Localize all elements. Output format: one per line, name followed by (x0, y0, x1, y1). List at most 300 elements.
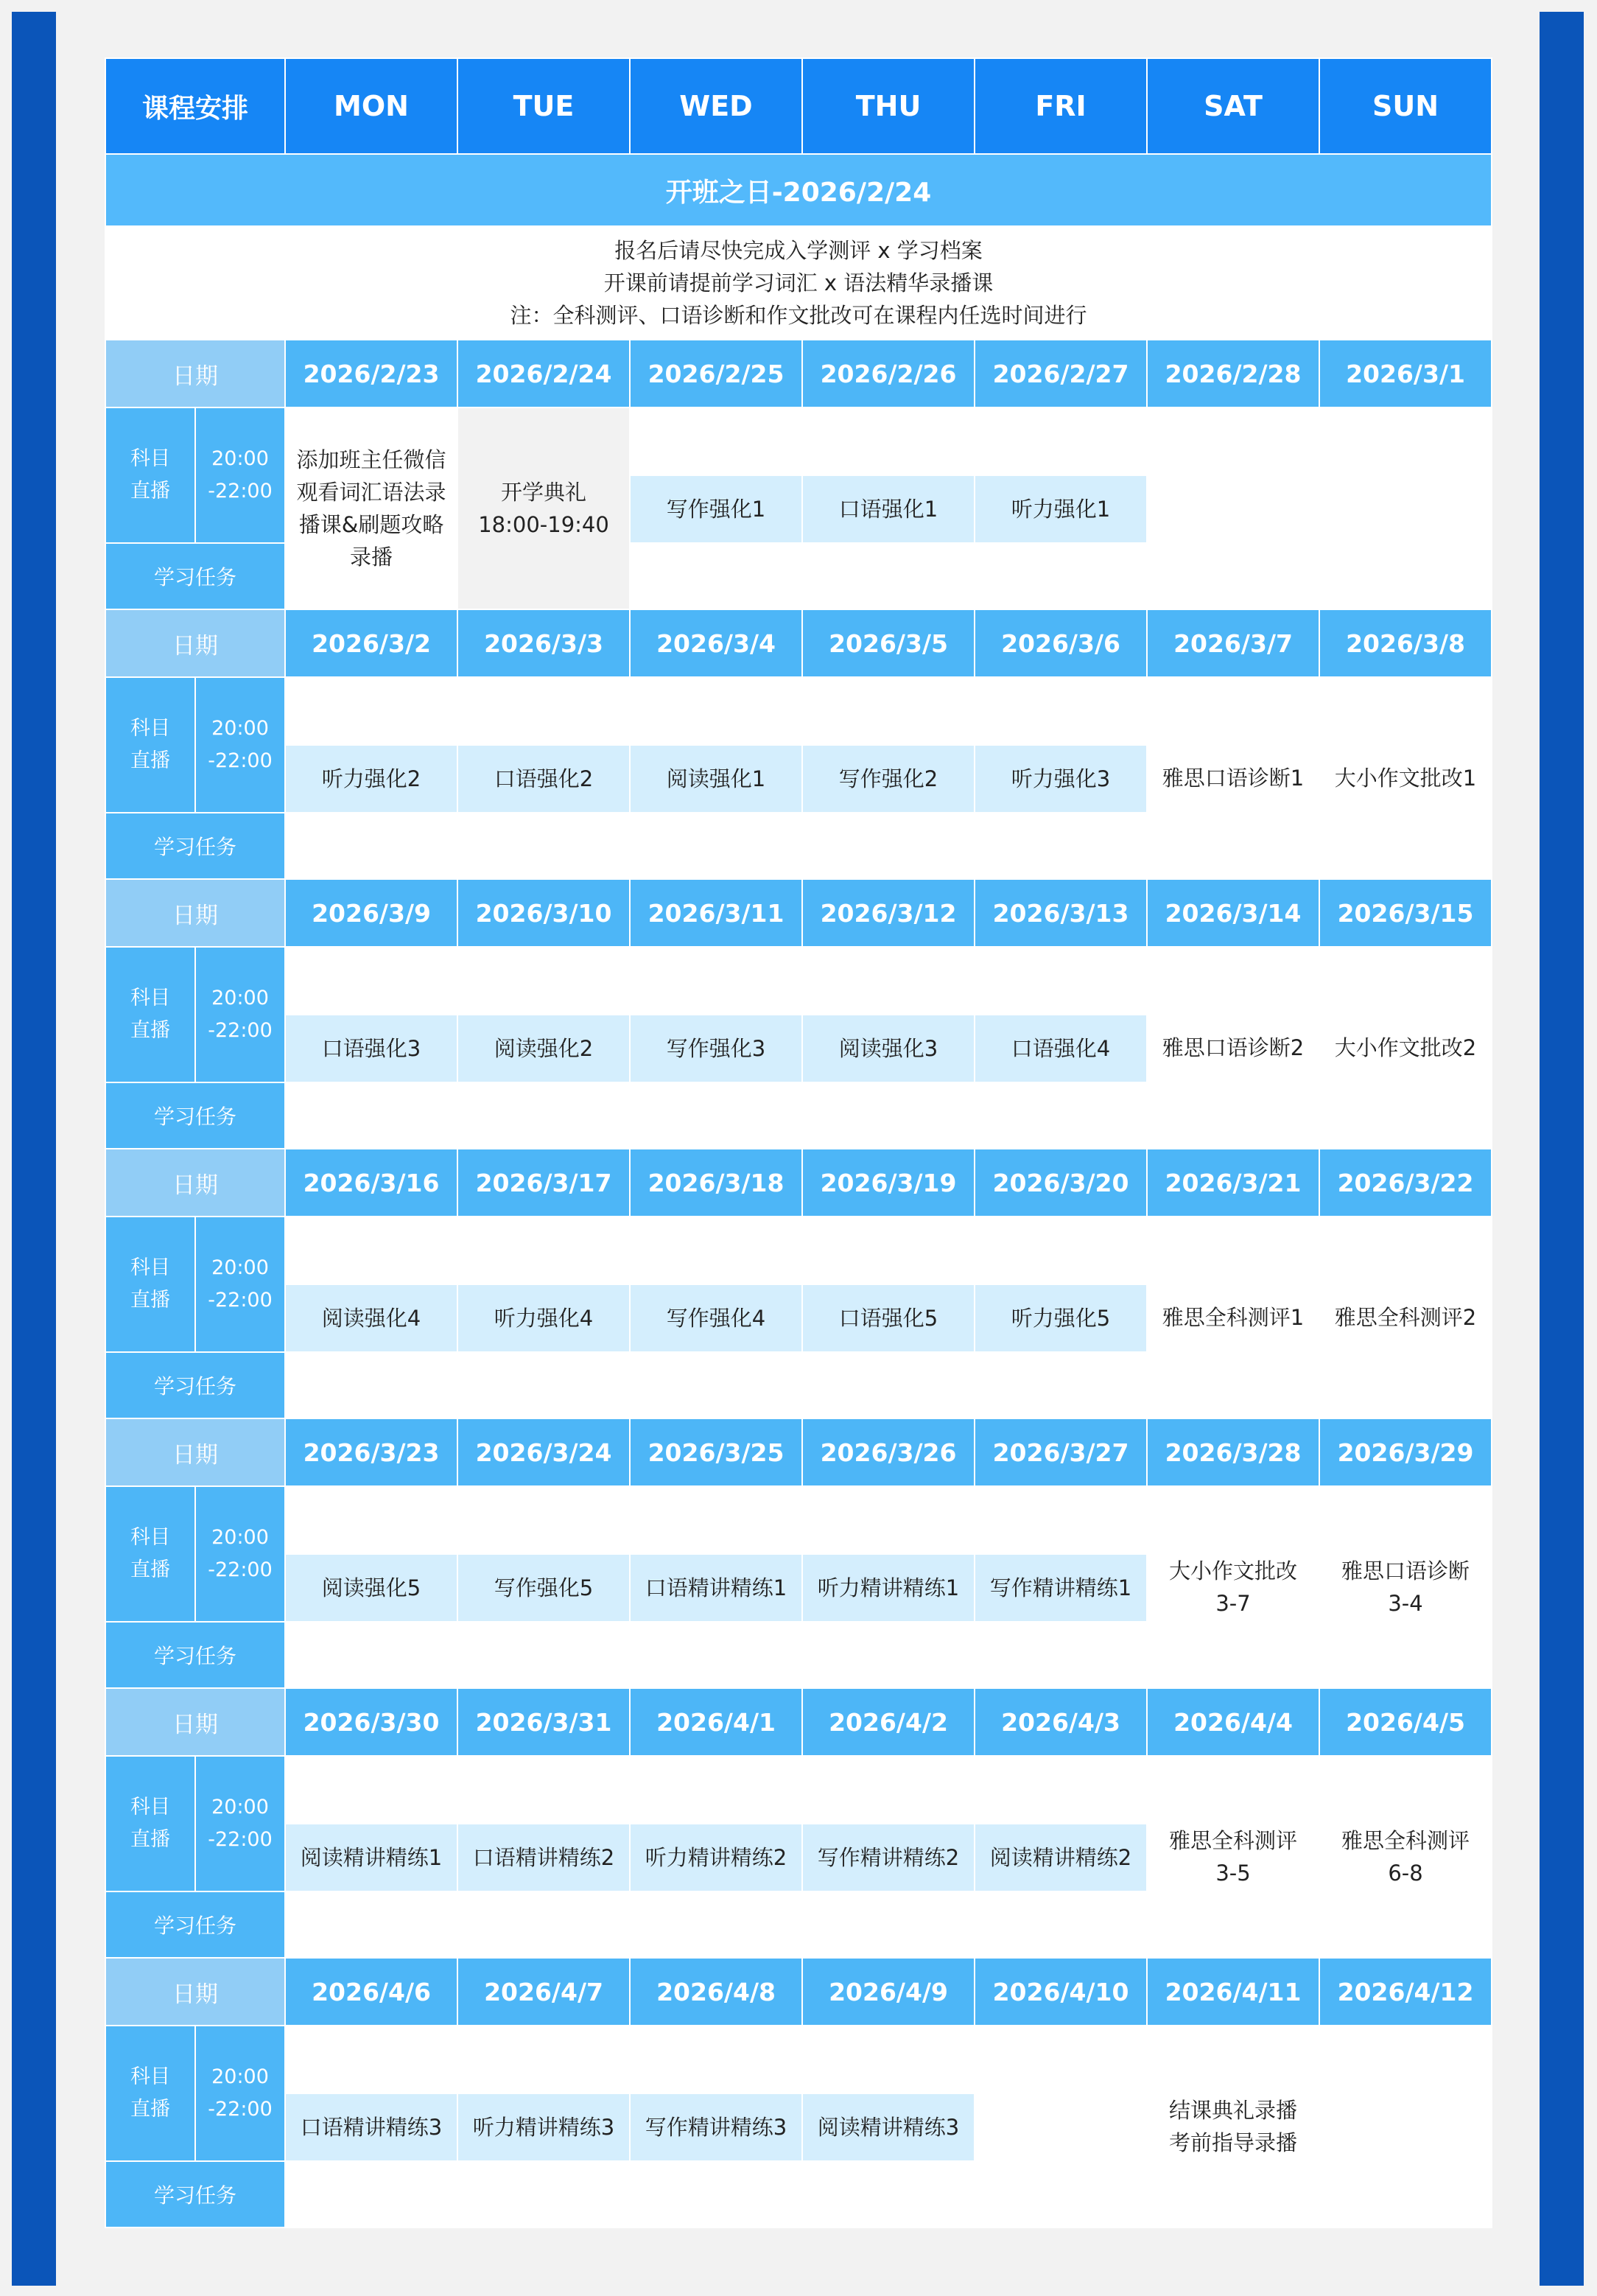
schedule-empty-sun (1319, 2026, 1492, 2227)
schedule-cell-top-wed (630, 1756, 802, 1824)
session-text-line: 大小作文批改 (1169, 1558, 1298, 1583)
date-row-label: 日期 (105, 609, 285, 677)
live-time-label (195, 677, 285, 813)
date-cell-sat: 2026/3/14 (1147, 879, 1319, 947)
subject-label-line: 科目 (130, 2065, 170, 2088)
date-row-label: 日期 (105, 340, 285, 407)
session-text-line: 听力强化1 (1011, 497, 1111, 522)
session-text-line: 雅思口语诊断1 (1162, 766, 1305, 791)
session-text-line: 写作强化1 (666, 497, 766, 522)
schedule-cell-top-mon (285, 947, 457, 1015)
session-text-line: 阅读精讲精练3 (817, 2115, 960, 2140)
schedule-cell-top-thu (802, 1756, 975, 1824)
schedule-cell-top-mon (285, 1486, 457, 1554)
schedule-cell-bottom-thu (802, 1891, 975, 1958)
session-text-line: 雅思口语诊断2 (1162, 1035, 1305, 1060)
session-text-line: 大小作文批改1 (1334, 766, 1477, 791)
date-cell-tue: 2026/3/10 (457, 879, 630, 947)
time-label-line: 20:00 (211, 1256, 269, 1279)
schedule-session-wed (630, 1284, 802, 1352)
date-row-label: 日期 (105, 879, 285, 947)
study-task-label: 学习任务 (105, 1891, 285, 1958)
date-cell-fri: 2026/3/27 (975, 1418, 1147, 1486)
live-row (105, 2026, 1492, 2093)
time-label-line: 20:00 (211, 1526, 269, 1549)
subject-label-line: 直播 (130, 1558, 170, 1581)
schedule-session-mon (285, 1015, 457, 1082)
schedule-session-wed (630, 1015, 802, 1082)
session-text-line: 6-8 (1388, 1861, 1423, 1886)
schedule-session-sat (1147, 1756, 1319, 1958)
date-cell-sun: 2026/3/1 (1319, 340, 1492, 407)
schedule-cell-bottom-fri (975, 1622, 1147, 1688)
session-text-line: 听力强化2 (321, 766, 421, 791)
time-label-line: -22:00 (208, 480, 273, 503)
live-row (105, 1756, 1492, 1824)
schedule-cell-top-tue (457, 1756, 630, 1824)
live-time-label (195, 1217, 285, 1352)
session-text-line: 阅读精讲精练1 (300, 1845, 443, 1870)
schedule-cell-top-tue (457, 1486, 630, 1554)
schedule-cell-bottom-tue (457, 1891, 630, 1958)
date-cell-wed: 2026/3/11 (630, 879, 802, 947)
schedule-session-thu (802, 745, 975, 813)
schedule-session-sun (1319, 1486, 1492, 1688)
date-cell-mon: 2026/3/2 (285, 609, 457, 677)
session-text-line: 口语精讲精练3 (300, 2115, 443, 2140)
date-cell-sun: 2026/4/12 (1319, 1958, 1492, 2026)
schedule-cell-top-fri (975, 677, 1147, 745)
time-label-line: -22:00 (208, 1558, 273, 1581)
session-text-line: 写作强化5 (494, 1575, 594, 1600)
schedule-session-mon (285, 1824, 457, 1891)
date-cell-wed: 2026/3/18 (630, 1149, 802, 1217)
schedule-session-mon (285, 1284, 457, 1352)
schedule-cell-bottom-wed (630, 543, 802, 609)
schedule-cell-bottom-thu (802, 1352, 975, 1418)
schedule-cell-bottom-fri (975, 543, 1147, 609)
live-time-label (195, 407, 285, 543)
schedule-cell-bottom-tue (457, 1622, 630, 1688)
time-label-line: 20:00 (211, 987, 269, 1009)
session-text-line: 播课&刷题攻略 (298, 512, 444, 537)
day-header-wed: WED (630, 58, 802, 154)
date-cell-mon: 2026/3/30 (285, 1688, 457, 1756)
schedule-empty-fri (975, 2026, 1147, 2227)
schedule-cell-top-wed (630, 947, 802, 1015)
schedule-session-thu (802, 1015, 975, 1082)
schedule-cell-top-thu (802, 1486, 975, 1554)
session-text-line: 3-7 (1215, 1591, 1251, 1616)
date-cell-fri: 2026/4/3 (975, 1688, 1147, 1756)
schedule-session-thu (802, 1284, 975, 1352)
date-row (105, 609, 1492, 677)
schedule-cell-bottom-mon (285, 1082, 457, 1149)
session-text-line: 开学典礼 (501, 480, 587, 505)
day-header-fri: FRI (975, 58, 1147, 154)
schedule-session-thu (802, 1554, 975, 1622)
schedule-session-wed (630, 2093, 802, 2161)
date-cell-mon: 2026/2/23 (285, 340, 457, 407)
schedule-session-fri (975, 745, 1147, 813)
schedule-cell-bottom-mon (285, 2161, 457, 2227)
schedule-session-wed (630, 745, 802, 813)
schedule-cell-bottom-mon (285, 1352, 457, 1418)
subject-label-line: 科目 (130, 987, 170, 1009)
schedule-session-fri (975, 475, 1147, 543)
time-label-line: 20:00 (211, 1796, 269, 1819)
date-cell-sun: 2026/4/5 (1319, 1688, 1492, 1756)
subject-live-label (105, 1486, 195, 1622)
schedule-cell-bottom-thu (802, 813, 975, 879)
schedule-cell-bottom-thu (802, 1622, 975, 1688)
subject-live-label (105, 1217, 195, 1352)
schedule-cell-top-fri (975, 1486, 1147, 1554)
session-text-line: 写作强化4 (666, 1306, 766, 1331)
schedule-cell-bottom-tue (457, 1082, 630, 1149)
session-text-line: 雅思口语诊断 (1341, 1558, 1470, 1583)
date-cell-tue: 2026/3/31 (457, 1688, 630, 1756)
session-text-line: 口语精讲精练2 (472, 1845, 615, 1870)
date-cell-tue: 2026/3/17 (457, 1149, 630, 1217)
banner-row (105, 154, 1492, 226)
subject-label-line: 直播 (130, 1289, 170, 1312)
session-text-line: 口语强化4 (1011, 1036, 1111, 1061)
schedule-session-tue (457, 407, 630, 609)
schedule-cell-top-tue (457, 677, 630, 745)
subject-label-line: 科目 (130, 447, 170, 470)
live-row (105, 677, 1492, 745)
schedule-cell-top-mon (285, 1756, 457, 1824)
date-row-label: 日期 (105, 1149, 285, 1217)
schedule-session-mon (285, 407, 457, 609)
schedule-session-tue (457, 1824, 630, 1891)
subject-live-label (105, 947, 195, 1082)
session-text-line: 口语强化3 (321, 1036, 421, 1061)
session-text-line: 口语精讲精练1 (645, 1575, 787, 1600)
subject-label-line: 直播 (130, 480, 170, 503)
time-label-line: -22:00 (208, 1019, 273, 1042)
subject-label-line: 直播 (130, 1828, 170, 1851)
schedule-cell-bottom-wed (630, 1891, 802, 1958)
schedule-session-wed (630, 1554, 802, 1622)
live-row (105, 1486, 1492, 1554)
date-cell-sun: 2026/3/22 (1319, 1149, 1492, 1217)
schedule-cell-bottom-mon (285, 813, 457, 879)
session-text-line: 3-5 (1215, 1861, 1251, 1886)
subject-label-line: 直播 (130, 1019, 170, 1042)
session-text-line: 阅读强化2 (494, 1036, 594, 1061)
date-cell-fri: 2026/2/27 (975, 340, 1147, 407)
schedule-session-tue (457, 1015, 630, 1082)
schedule-cell-top-thu (802, 407, 975, 475)
date-row (105, 1418, 1492, 1486)
date-row (105, 879, 1492, 947)
schedule-cell-bottom-mon (285, 1891, 457, 1958)
date-cell-wed: 2026/3/25 (630, 1418, 802, 1486)
right-border-bar (1540, 12, 1584, 2286)
schedule-cell-bottom-tue (457, 1352, 630, 1418)
date-cell-sat: 2026/4/11 (1147, 1958, 1319, 2026)
schedule-cell-bottom-wed (630, 2161, 802, 2227)
subject-live-label (105, 677, 195, 813)
schedule-cell-top-fri (975, 947, 1147, 1015)
session-text-line: 阅读精讲精练2 (989, 1845, 1132, 1870)
date-cell-sat: 2026/4/4 (1147, 1688, 1319, 1756)
date-cell-thu: 2026/3/19 (802, 1149, 975, 1217)
subject-label-line: 科目 (130, 1526, 170, 1549)
schedule-cell-bottom-thu (802, 2161, 975, 2227)
date-row-label: 日期 (105, 1418, 285, 1486)
session-text-line: 雅思全科测评 (1341, 1828, 1470, 1853)
time-label-line: -22:00 (208, 749, 273, 772)
schedule-cell-top-fri (975, 1217, 1147, 1284)
date-cell-fri: 2026/3/20 (975, 1149, 1147, 1217)
session-text-line: 雅思全科测评 (1169, 1828, 1298, 1853)
date-cell-tue: 2026/3/3 (457, 609, 630, 677)
schedule-session-sat (1147, 677, 1319, 879)
date-cell-thu: 2026/3/12 (802, 879, 975, 947)
schedule-cell-top-wed (630, 1486, 802, 1554)
study-task-label: 学习任务 (105, 813, 285, 879)
date-cell-sat: 2026/2/28 (1147, 340, 1319, 407)
live-time-label (195, 947, 285, 1082)
note-line: 报名后请尽快完成入学测评 x 学习档案 (614, 238, 983, 263)
live-row (105, 1217, 1492, 1284)
day-header-thu: THU (802, 58, 975, 154)
class-start-banner: 开班之日-2026/2/24 (105, 154, 1492, 226)
day-header-sat: SAT (1147, 58, 1319, 154)
time-label-line: -22:00 (208, 2098, 273, 2121)
header-row (105, 58, 1492, 154)
date-cell-thu: 2026/4/2 (802, 1688, 975, 1756)
schedule-session-sun (1319, 1756, 1492, 1958)
day-header-sun: SUN (1319, 58, 1492, 154)
live-time-label (195, 1756, 285, 1891)
schedule-empty-sat (1147, 407, 1319, 609)
date-cell-wed: 2026/4/8 (630, 1958, 802, 2026)
date-row (105, 340, 1492, 407)
day-header-tue: TUE (457, 58, 630, 154)
date-cell-wed: 2026/2/25 (630, 340, 802, 407)
date-cell-thu: 2026/3/5 (802, 609, 975, 677)
session-text-line: 听力强化4 (494, 1306, 594, 1331)
date-cell-sat: 2026/3/21 (1147, 1149, 1319, 1217)
session-text-line: 阅读强化3 (838, 1036, 938, 1061)
session-text-line: 听力强化5 (1011, 1306, 1111, 1331)
date-cell-fri: 2026/3/6 (975, 609, 1147, 677)
date-row-label: 日期 (105, 1688, 285, 1756)
schedule-cell-top-thu (802, 947, 975, 1015)
schedule-session-wed (630, 1824, 802, 1891)
subject-label-line: 直播 (130, 2098, 170, 2121)
schedule-cell-bottom-wed (630, 813, 802, 879)
schedule-cell-top-mon (285, 2026, 457, 2093)
date-cell-tue: 2026/4/7 (457, 1958, 630, 2026)
date-cell-thu: 2026/4/9 (802, 1958, 975, 2026)
schedule-cell-bottom-wed (630, 1352, 802, 1418)
left-border-bar (12, 12, 56, 2286)
schedule-session-sat (1147, 947, 1319, 1149)
day-header-mon: MON (285, 58, 457, 154)
session-text-line: 听力精讲精练1 (817, 1575, 960, 1600)
schedule-cell-bottom-wed (630, 1082, 802, 1149)
study-task-label: 学习任务 (105, 543, 285, 609)
session-text-line: 录播 (350, 545, 393, 570)
schedule-cell-bottom-fri (975, 813, 1147, 879)
schedule-session-mon (285, 745, 457, 813)
schedule-session-sat (1147, 2026, 1319, 2227)
session-text-line: 写作强化3 (666, 1036, 766, 1061)
schedule-session-fri (975, 1824, 1147, 1891)
session-text-line: 写作精讲精练3 (645, 2115, 787, 2140)
subject-label-line: 科目 (130, 1796, 170, 1819)
date-cell-mon: 2026/3/16 (285, 1149, 457, 1217)
notes-block (105, 226, 1492, 340)
date-cell-thu: 2026/2/26 (802, 340, 975, 407)
date-cell-sun: 2026/3/29 (1319, 1418, 1492, 1486)
subject-live-label (105, 1756, 195, 1891)
schedule-session-fri (975, 1015, 1147, 1082)
schedule-session-thu (802, 2093, 975, 2161)
note-line: 注：全科测评、口语诊断和作文批改可在课程内任选时间进行 (510, 303, 1087, 328)
session-text-line: 考前指导录播 (1169, 2130, 1298, 2155)
schedule-cell-top-wed (630, 1217, 802, 1284)
live-row (105, 407, 1492, 475)
session-text-line: 3-4 (1388, 1591, 1423, 1616)
schedule-session-tue (457, 745, 630, 813)
session-text-line: 结课典礼录播 (1169, 2098, 1298, 2123)
live-time-label (195, 2026, 285, 2161)
schedule-session-mon (285, 1554, 457, 1622)
study-task-label: 学习任务 (105, 1622, 285, 1688)
schedule-cell-top-fri (975, 1756, 1147, 1824)
session-text-line: 大小作文批改2 (1334, 1035, 1477, 1060)
schedule-title: 课程安排 (105, 58, 285, 154)
date-cell-tue: 2026/2/24 (457, 340, 630, 407)
date-cell-mon: 2026/3/9 (285, 879, 457, 947)
schedule-session-tue (457, 1554, 630, 1622)
session-text-line: 听力精讲精练2 (645, 1845, 787, 1870)
session-text-line: 雅思全科测评2 (1334, 1305, 1477, 1330)
subject-label-line: 科目 (130, 1256, 170, 1279)
session-text-line: 18:00-19:40 (478, 512, 609, 537)
schedule-cell-bottom-thu (802, 1082, 975, 1149)
date-row (105, 1688, 1492, 1756)
schedule-cell-bottom-mon (285, 1622, 457, 1688)
date-cell-sun: 2026/3/8 (1319, 609, 1492, 677)
date-row (105, 1149, 1492, 1217)
time-label-line: -22:00 (208, 1828, 273, 1851)
schedule-session-thu (802, 475, 975, 543)
schedule-session-sun (1319, 677, 1492, 879)
date-row (105, 1958, 1492, 2026)
schedule-session-sun (1319, 1217, 1492, 1418)
schedule-cell-top-tue (457, 1217, 630, 1284)
schedule-session-sat (1147, 1217, 1319, 1418)
schedule-cell-top-wed (630, 407, 802, 475)
time-label-line: 20:00 (211, 717, 269, 740)
session-text-line: 口语强化1 (838, 497, 938, 522)
schedule-cell-top-thu (802, 2026, 975, 2093)
schedule-cell-top-fri (975, 407, 1147, 475)
schedule-cell-top-thu (802, 677, 975, 745)
study-task-label: 学习任务 (105, 2161, 285, 2227)
study-task-label: 学习任务 (105, 1082, 285, 1149)
time-label-line: 20:00 (211, 447, 269, 470)
schedule-cell-top-wed (630, 2026, 802, 2093)
schedule-cell-top-mon (285, 677, 457, 745)
schedule-cell-top-tue (457, 2026, 630, 2093)
schedule-session-fri (975, 1284, 1147, 1352)
session-text-line: 观看词汇语法录 (296, 480, 446, 505)
session-text-line: 口语强化5 (838, 1306, 938, 1331)
schedule-cell-bottom-tue (457, 813, 630, 879)
schedule-cell-bottom-fri (975, 1352, 1147, 1418)
schedule-cell-top-tue (457, 947, 630, 1015)
schedule-session-wed (630, 475, 802, 543)
schedule-cell-bottom-fri (975, 1891, 1147, 1958)
subject-live-label (105, 407, 195, 543)
notes-row (105, 226, 1492, 340)
session-text-line: 雅思全科测评1 (1162, 1305, 1305, 1330)
schedule-cell-top-wed (630, 677, 802, 745)
subject-live-label (105, 2026, 195, 2161)
session-text-line: 添加班主任微信 (296, 447, 446, 472)
date-cell-wed: 2026/4/1 (630, 1688, 802, 1756)
session-text-line: 写作精讲精练2 (817, 1845, 960, 1870)
session-text-line: 听力强化3 (1011, 766, 1111, 791)
date-cell-fri: 2026/4/10 (975, 1958, 1147, 2026)
schedule-cell-top-thu (802, 1217, 975, 1284)
live-row (105, 947, 1492, 1015)
date-row-label: 日期 (105, 1958, 285, 2026)
session-text-line: 阅读强化4 (321, 1306, 421, 1331)
date-cell-wed: 2026/3/4 (630, 609, 802, 677)
schedule-session-mon (285, 2093, 457, 2161)
date-cell-sat: 2026/3/28 (1147, 1418, 1319, 1486)
time-label-line: -22:00 (208, 1289, 273, 1312)
subject-label-line: 科目 (130, 717, 170, 740)
note-line: 开课前请提前学习词汇 x 语法精华录播课 (603, 270, 994, 295)
subject-label-line: 直播 (130, 749, 170, 772)
schedule-session-fri (975, 1554, 1147, 1622)
date-cell-tue: 2026/3/24 (457, 1418, 630, 1486)
date-cell-mon: 2026/4/6 (285, 1958, 457, 2026)
schedule-cell-bottom-tue (457, 2161, 630, 2227)
session-text-line: 阅读强化5 (321, 1575, 421, 1600)
session-text-line: 阅读强化1 (666, 766, 766, 791)
schedule-cell-top-mon (285, 1217, 457, 1284)
date-cell-fri: 2026/3/13 (975, 879, 1147, 947)
schedule-table (105, 57, 1492, 2228)
schedule-cell-bottom-fri (975, 1082, 1147, 1149)
session-text-line: 写作精讲精练1 (989, 1575, 1132, 1600)
time-label-line: 20:00 (211, 2065, 269, 2088)
schedule-session-tue (457, 2093, 630, 2161)
session-text-line: 口语强化2 (494, 766, 594, 791)
live-time-label (195, 1486, 285, 1622)
schedule-session-thu (802, 1824, 975, 1891)
schedule-cell-bottom-wed (630, 1622, 802, 1688)
schedule-session-tue (457, 1284, 630, 1352)
schedule-cell-bottom-thu (802, 543, 975, 609)
date-cell-sat: 2026/3/7 (1147, 609, 1319, 677)
study-task-label: 学习任务 (105, 1352, 285, 1418)
session-text-line: 写作强化2 (838, 766, 938, 791)
schedule-session-sat (1147, 1486, 1319, 1688)
session-text-line: 听力精讲精练3 (472, 2115, 615, 2140)
